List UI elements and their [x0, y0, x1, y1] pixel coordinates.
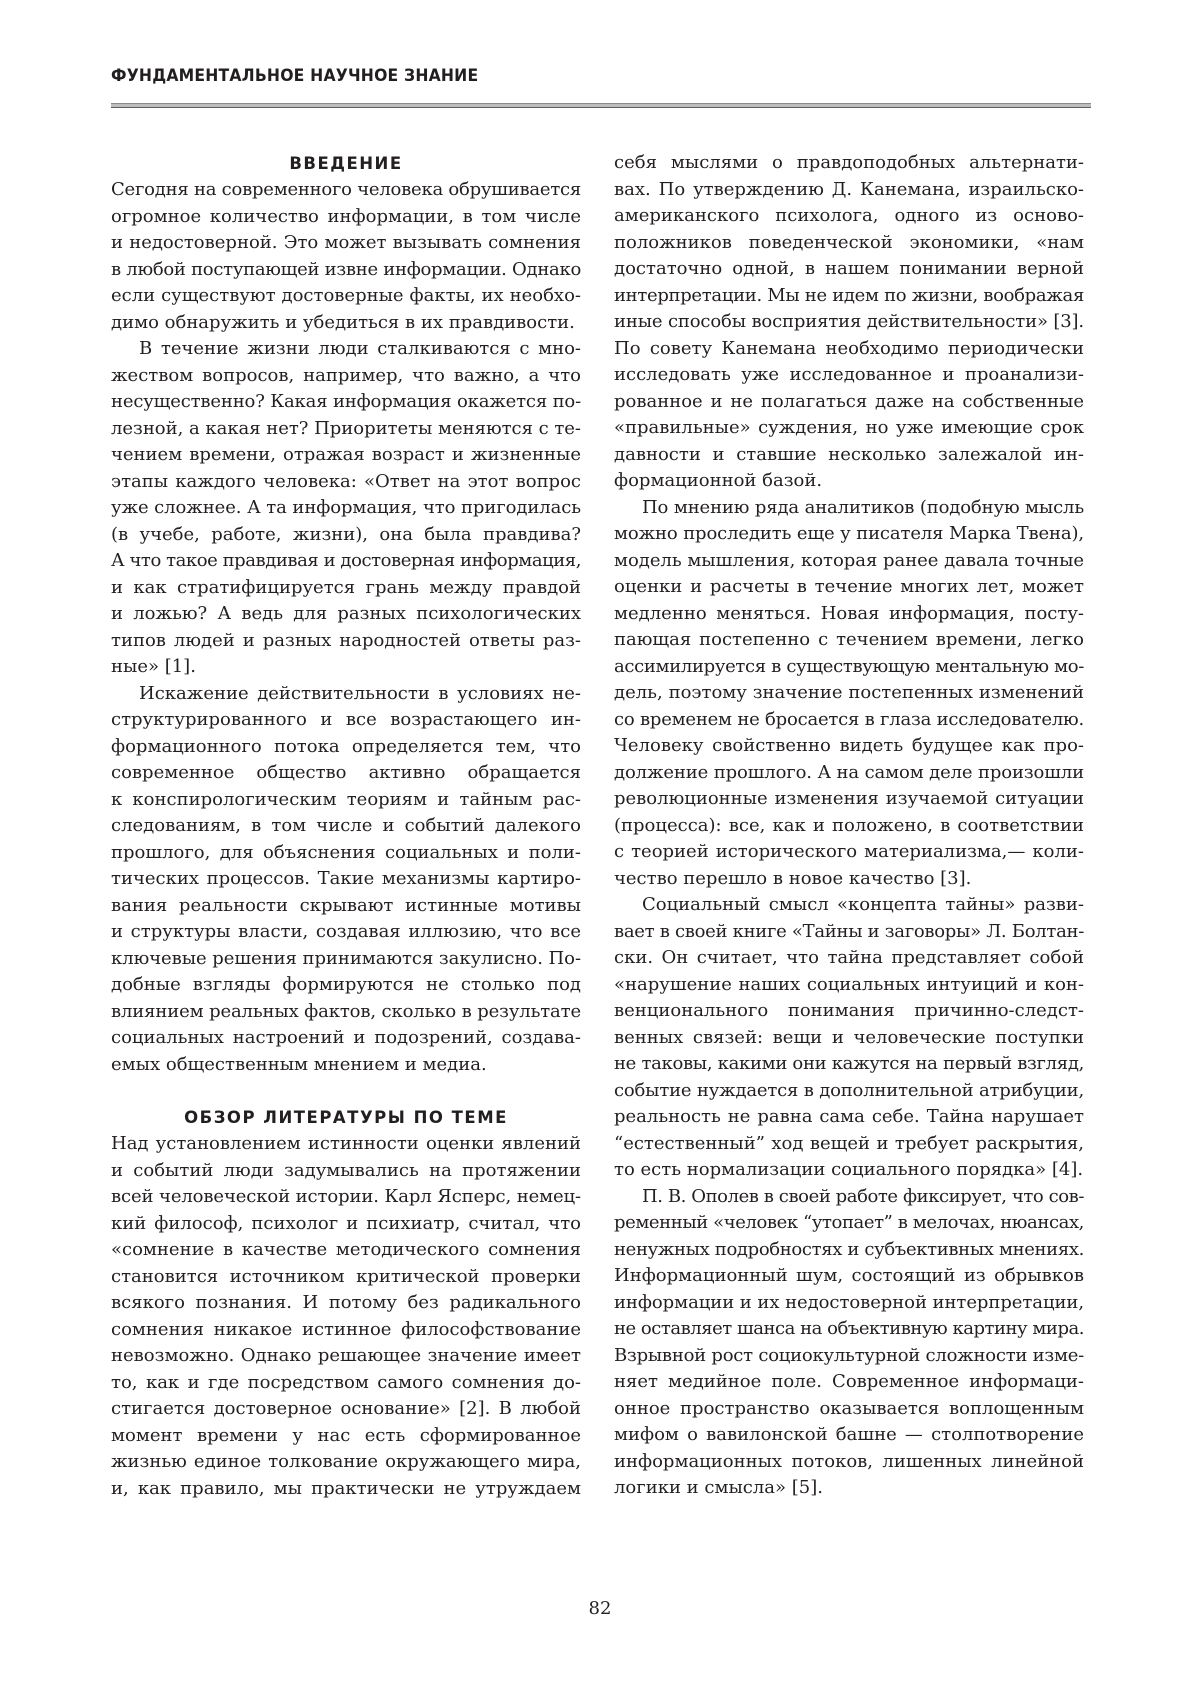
paragraph — [111, 177, 581, 336]
text-line: прошлого, для объяснения социальных и поли- — [111, 841, 581, 863]
header-rule — [111, 103, 1091, 108]
paragraph — [111, 681, 581, 1079]
paragraph — [111, 1131, 581, 1502]
text-line: этапы каждого человека: «Ответ на этот вопрос — [111, 470, 581, 492]
text-line: логики и смысла» [5]. — [614, 1477, 823, 1498]
text-line: П. В. Ополев в своей работе фиксирует, что сов- — [642, 1185, 1084, 1207]
text-line: оценки и расчеты в течение многих лет, может — [614, 576, 1084, 597]
text-line: (процесса): все, как и положено, в соответствии — [614, 814, 1084, 836]
text-line: влиянием реальных фактов, сколько в результате — [111, 1000, 581, 1022]
text-line: Социальный смысл «концепта тайны» разви- — [642, 894, 1084, 915]
text-line: в любой поступающей извне информации. Однако — [111, 258, 582, 280]
paragraph — [614, 150, 1084, 495]
text-line: социальных настроений и подозрений, создава- — [111, 1027, 581, 1048]
text-line: Человеку свойственно видеть будущее как про- — [614, 735, 1084, 756]
text-line: лезной, а какая нет? Приоритеты меняются с те- — [111, 417, 581, 439]
page-number: 82 — [588, 1598, 612, 1619]
text-line: информации и их недостоверной интерпретации, — [614, 1291, 1085, 1313]
section-heading-introduction: ВВЕДЕНИЕ — [289, 154, 403, 173]
text-line: и ложью? А ведь для разных психологических — [111, 603, 581, 624]
text-line: давности и ставшие несколько залежалой ин- — [614, 443, 1084, 465]
text-line: должение прошлого. А на самом деле произошли — [614, 761, 1084, 783]
text-line: если существуют достоверные факты, их необхо- — [111, 285, 581, 306]
text-line: реальность не равна сама себе. Тайна нарушает — [614, 1106, 1084, 1127]
text-line: «нарушение наших социальных интуиций и кон- — [614, 973, 1084, 995]
text-line: вах. По утверждению Д. Канемана, израильско- — [614, 178, 1084, 200]
section-heading-literature-review: ОБЗОР ЛИТЕРАТУРЫ ПО ТЕМЕ — [184, 1108, 508, 1127]
text-line: Над установлением истинности оценки явлений — [111, 1133, 581, 1154]
text-line: и, как правило, мы практически не утруждаем — [111, 1477, 581, 1499]
text-line: к конспирологическим теориям и тайным рас- — [111, 788, 581, 810]
text-line: Сегодня на современного человека обрушивается — [111, 179, 581, 200]
text-line: со временем не бросается в глаза исследователю. — [614, 708, 1084, 730]
text-line: медленно меняться. Новая информация, посту- — [614, 602, 1084, 624]
text-line: По совету Канемана необходимо периодически — [614, 337, 1084, 359]
text-line: момент времени у нас есть сформированное — [111, 1424, 581, 1446]
text-line: исследовать уже исследованное и проанализи- — [614, 364, 1084, 385]
text-line: чением времени, отражая возраст и жизненные — [111, 444, 581, 465]
text-line: сомнения никакое истинное философствование — [111, 1318, 581, 1340]
text-line: формационной базой. — [614, 470, 823, 491]
text-line: иные способы восприятия действительности» [3]. — [614, 311, 1084, 332]
text-line: революционные изменения изучаемой ситуации — [614, 788, 1084, 809]
text-line: следованиям, в том числе и событий далекого — [111, 815, 581, 836]
text-line: становится источником критической проверки — [111, 1265, 581, 1287]
section-spacer — [111, 1078, 581, 1104]
text-line: всей человеческой истории. Карл Ясперс, немец- — [111, 1186, 581, 1207]
text-line: и событий люди задумывались на протяжении — [111, 1159, 581, 1181]
left-column — [111, 150, 581, 1502]
text-line: ключевые решения принимаются закулисно. По- — [111, 947, 581, 969]
text-line: огромное количество информации, в том числе — [111, 205, 581, 227]
text-line: емых общественным мнением и медиа. — [111, 1053, 487, 1075]
text-line: невозможно. Однако решающее значение имеет — [111, 1345, 581, 1366]
text-line: венционального понимания причинно-следст- — [614, 1000, 1084, 1021]
text-line: то есть нормализации социального порядка» [4]. — [614, 1159, 1084, 1180]
text-line: По мнению ряда аналитиков (подобную мысль — [642, 496, 1084, 518]
text-line: типов людей и разных народностей ответы раз- — [111, 629, 581, 651]
text-line: модель мышления, которая ранее давала точные — [614, 549, 1084, 571]
text-line: няет медийное поле. Современное информаци- — [614, 1371, 1084, 1392]
text-line: и недостоверной. Это может вызывать сомнения — [111, 232, 581, 253]
text-line: тических процессов. Такие механизмы картиро- — [111, 868, 581, 889]
text-line: пающая постепенно с течением времени, легко — [614, 629, 1084, 650]
text-line: вает в своей книге «Тайны и заговоры» Л. Болтан- — [614, 920, 1084, 942]
text-line: не таковы, какими они кажутся на первый взгляд, — [614, 1053, 1084, 1074]
text-line: несущественно? Какая информация окажется по- — [111, 391, 581, 412]
text-line: американского психолога, одного из осново- — [614, 205, 1084, 226]
text-line: димо обнаружить и убедиться в их правдивости. — [111, 311, 575, 333]
text-line: жизнью единое толкование окружающего мира, — [111, 1451, 581, 1472]
text-line: положников поведенческой экономики, «нам — [614, 231, 1084, 253]
text-line: «сомнение в качестве методического сомнения — [111, 1239, 581, 1260]
text-line: вания реальности скрывают истинные мотивы — [111, 894, 581, 916]
text-line: уже сложнее. А та информация, что пригодилась — [111, 497, 581, 518]
text-line: современное общество активно обращается — [111, 762, 581, 783]
text-line: событие нуждается в дополнительной атрибуции, — [614, 1079, 1084, 1101]
paragraph — [614, 495, 1084, 893]
text-line: А что такое правдивая и достоверная информация, — [111, 550, 581, 571]
text-line: жеством вопросов, например, что важно, а что — [111, 364, 581, 386]
text-line: формационного потока определяется тем, что — [111, 735, 581, 757]
text-line: онное пространство оказывается воплощенным — [614, 1397, 1084, 1419]
text-line: можно проследить еще у писателя Марка Твена), — [614, 523, 1084, 544]
text-line: (в учебе, работе, жизни), она была правдива? — [111, 523, 581, 545]
text-line: венных связей: вещи и человеческие поступки — [614, 1026, 1084, 1048]
text-line: не оставляет шанса на объективную картину мира. — [614, 1318, 1084, 1339]
paragraph — [614, 1184, 1084, 1502]
text-line: всякого познания. И потому без радикального — [111, 1292, 581, 1313]
text-line: “естественный” ход вещей и требует раскрытия, — [614, 1132, 1084, 1154]
text-line: кий философ, психолог и психиатр, считал, что — [111, 1212, 581, 1234]
text-line: то, как и где посредством самого сомнения до- — [111, 1371, 581, 1393]
text-line: интерпретации. Мы не идем по жизни, воображая — [614, 284, 1084, 306]
text-line: ски. Он считает, что тайна представляет собой — [614, 947, 1084, 968]
text-line: Информационный шум, состоящий из обрывков — [614, 1265, 1084, 1286]
text-line: ременный «человек “утопает” в мелочах, нюансах, — [614, 1212, 1084, 1233]
text-line: рованное и не полагаться даже на собственные — [614, 390, 1084, 412]
text-line: достаточно одной, в нашем понимании верной — [614, 258, 1084, 279]
text-line: мифом о вавилонской башне — столпотворение — [614, 1424, 1084, 1445]
text-line: дель, поэтому значение постепенных изменений — [614, 682, 1084, 703]
text-line: «правильные» суждения, но уже имеющие срок — [614, 417, 1084, 438]
text-line: ные» [1]. — [111, 656, 196, 677]
text-line: ненужных подробностях и субъективных мнениях. — [614, 1238, 1084, 1260]
text-line: ассимилируется в существующую ментальную мо- — [614, 655, 1084, 677]
text-line: и как стратифицируется грань между правдой — [111, 576, 581, 598]
text-line: с теорией исторического материализма,— коли- — [614, 841, 1084, 862]
running-head: ФУНДАМЕНТАЛЬНОЕ НАУЧНОЕ ЗНАНИЕ — [111, 66, 479, 86]
text-line: стигается достоверное основание» [2]. В любой — [111, 1398, 581, 1419]
paragraph — [111, 336, 581, 681]
text-line: Искажение действительности в условиях не- — [139, 682, 581, 704]
text-line: чество перешло в новое качество [3]. — [614, 867, 972, 889]
right-column — [614, 150, 1084, 1502]
text-line: информационных потоков, лишенных линейной — [614, 1450, 1084, 1472]
text-line: и структуры власти, создавая иллюзию, что все — [111, 921, 581, 942]
text-line: добные взгляды формируются не столько под — [111, 974, 581, 995]
text-line: В течение жизни люди сталкиваются с мно- — [139, 338, 581, 359]
text-line: себя мыслями о правдоподобных альтернати- — [614, 152, 1084, 173]
text-line: Взрывной рост социокультурной сложности изме- — [614, 1344, 1084, 1366]
text-line: структурированного и все возрастающего ин- — [111, 709, 581, 730]
paragraph — [614, 892, 1084, 1184]
